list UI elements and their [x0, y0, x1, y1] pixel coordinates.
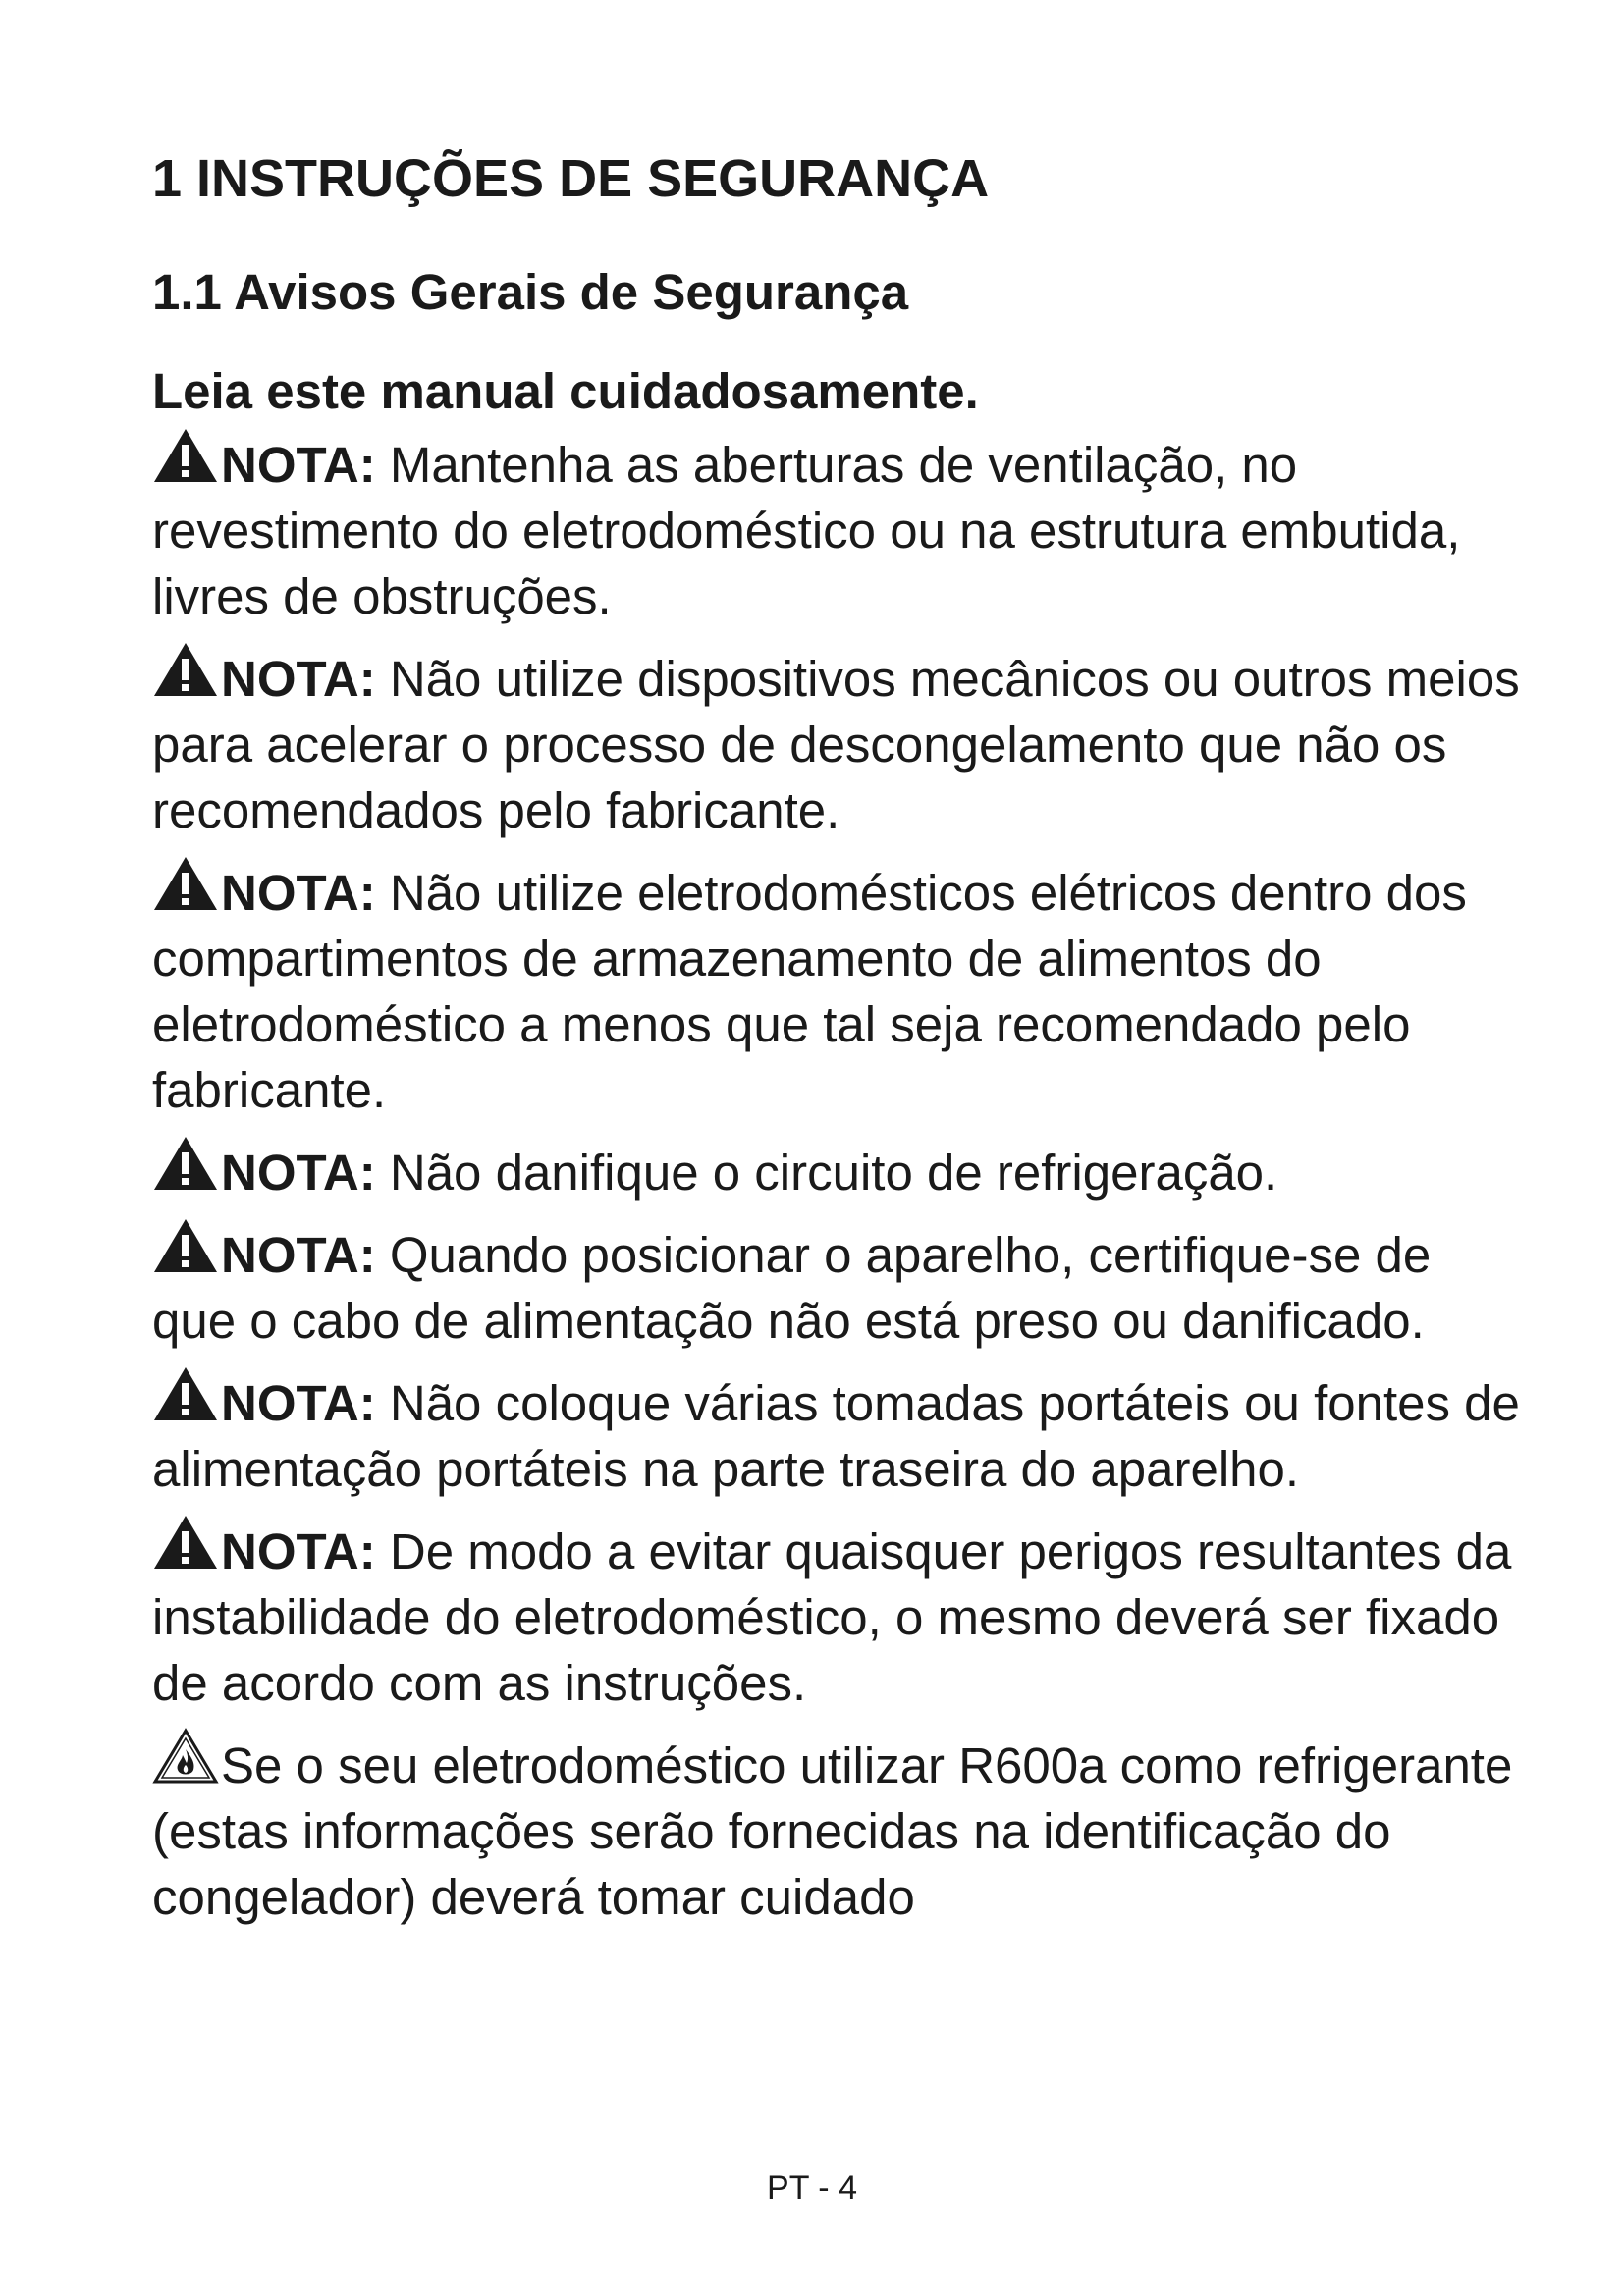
- note-paragraph: [152, 427, 1527, 629]
- note-text: Não danifique o circuito de refrigeração.: [375, 1145, 1278, 1201]
- note-label: NOTA:: [221, 651, 376, 708]
- warning-icon: [152, 641, 219, 698]
- note-label: NOTA:: [221, 1375, 376, 1432]
- note-text: Não utilize dispositivos mecânicos ou outros meios para acelerar o processo de descongelamento que não os recomendados pelo fabricante.: [152, 651, 1520, 839]
- warning-icon: [152, 1135, 219, 1192]
- lead-text: Leia este manual cuidadosamente.: [152, 362, 979, 419]
- note-label: NOTA:: [221, 1523, 376, 1580]
- note-label: NOTA:: [221, 1227, 376, 1284]
- flammable-note-text: Se o seu eletrodoméstico utilizar R600a como refrigerante (estas informações serão fornecidas na identificação do congelador) deverá tomar cuidado: [152, 1737, 1513, 1926]
- note-paragraph: [152, 1135, 1527, 1205]
- flammable-note-paragraph: [152, 1728, 1527, 1930]
- note-text: Não coloque várias tomadas portáteis ou fontes de alimentação portáteis na parte traseira do aparelho.: [152, 1375, 1520, 1498]
- warning-icon: [152, 1514, 219, 1571]
- document-page: [152, 147, 1527, 1930]
- warning-icon: [152, 1217, 219, 1274]
- note-label: NOTA:: [221, 437, 376, 494]
- warning-icon: [152, 855, 219, 912]
- subsection-title: 1.1 Avisos Gerais de Segurança: [152, 263, 909, 320]
- note-text: Não utilize eletrodomésticos elétricos dentro dos compartimentos de armazenamento de alimentos do eletrodoméstico a menos que tal seja recomendado pelo fabricante.: [152, 865, 1467, 1119]
- note-paragraph: [152, 641, 1527, 843]
- note-paragraph: [152, 855, 1527, 1123]
- note-paragraph: [152, 1514, 1527, 1716]
- note-text: Quando posicionar o aparelho, certifique-se de que o cabo de alimentação não está preso ou danificado.: [152, 1227, 1432, 1350]
- note-label: NOTA:: [221, 865, 376, 922]
- note-paragraph: [152, 1217, 1527, 1354]
- section-title: 1 INSTRUÇÕES DE SEGURANÇA: [152, 149, 990, 208]
- warning-icon: [152, 427, 219, 484]
- page-number: PT - 4: [767, 2169, 857, 2207]
- note-text: Mantenha as aberturas de ventilação, no revestimento do eletrodoméstico ou na estrutura embutida, livres de obstruções.: [152, 437, 1461, 625]
- warning-icon: [152, 1365, 219, 1422]
- note-paragraph: [152, 1365, 1527, 1502]
- note-label: NOTA:: [221, 1145, 376, 1201]
- flammable-warning-icon: [152, 1728, 219, 1785]
- note-text: De modo a evitar quaisquer perigos resultantes da instabilidade do eletrodoméstico, o mesmo deverá ser fixado de acordo com as instruções.: [152, 1523, 1512, 1712]
